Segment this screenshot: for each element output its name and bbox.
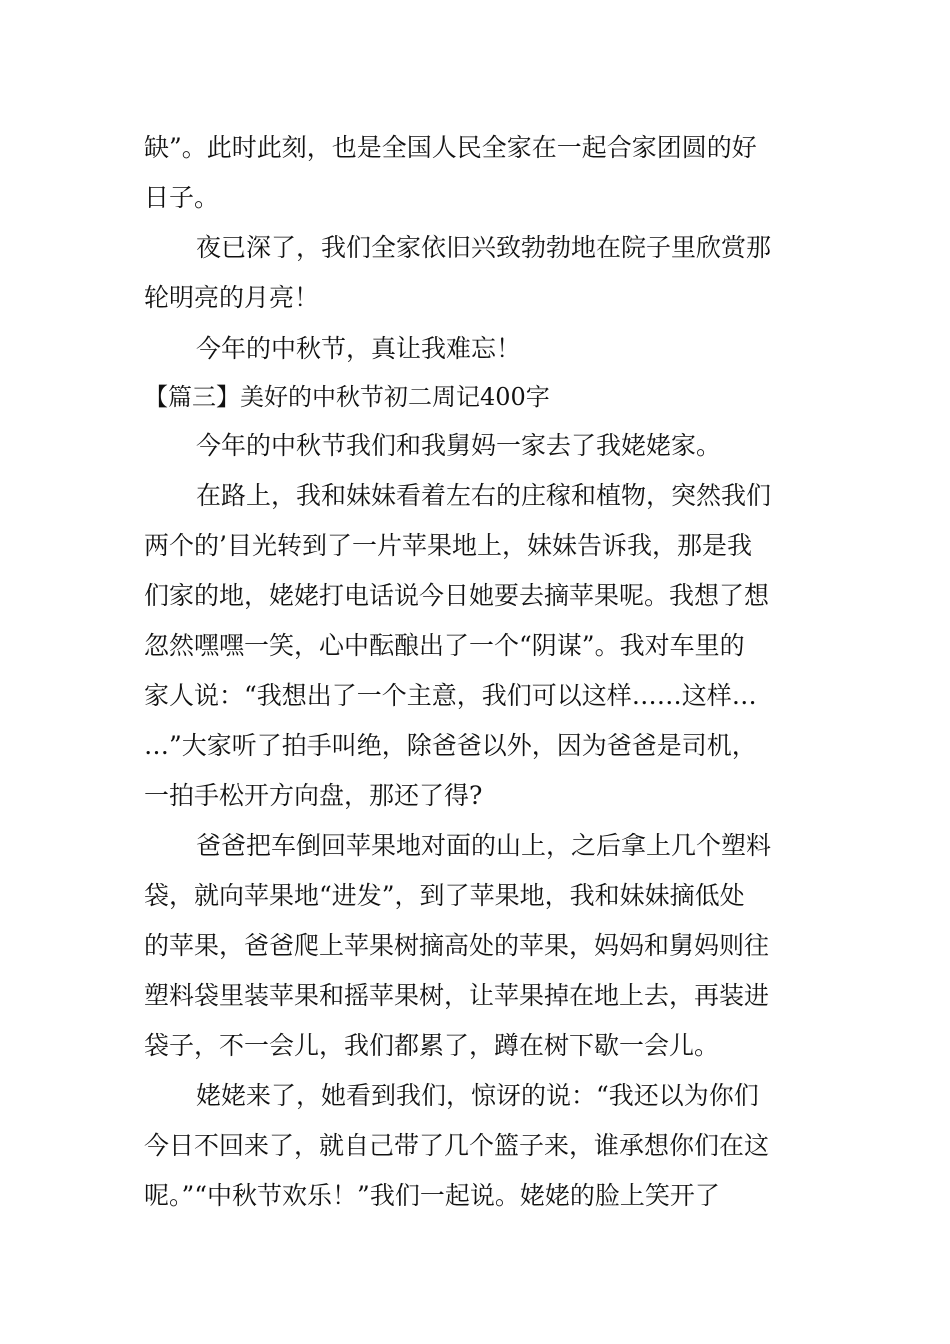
text-line: 袋，就向苹果地“进发”，到了苹果地，我和妹妹摘低处 bbox=[144, 881, 745, 910]
text-line: 今日不回来了，就自己带了几个篮子来，谁承想你们在这 bbox=[144, 1131, 770, 1160]
paragraph-start: 姥姥来了，她看到我们，惊讶的说：“我还以为你们 bbox=[196, 1081, 759, 1110]
text-line: …”大家听了拍手叫绝，除爸爸以外，因为爸爸是司机， bbox=[144, 731, 757, 760]
text-line: 一拍手松开方向盘，那还了得? bbox=[144, 781, 483, 810]
text-line: 的苹果，爸爸爬上苹果树摘高处的苹果，妈妈和舅妈则往 bbox=[144, 931, 770, 960]
text-line: 塑料袋里装苹果和摇苹果树，让苹果掉在地上去，再装进 bbox=[144, 981, 770, 1010]
text-line: 缺”。此时此刻，也是全国人民全家在一起合家团圆的好 bbox=[144, 133, 757, 162]
text-line: 家人说：“我想出了一个主意，我们可以这样……这样… bbox=[144, 681, 757, 710]
section-heading: 【篇三】美好的中秋节初二周记400字 bbox=[144, 383, 550, 411]
text-line: 日子。 bbox=[144, 183, 220, 212]
text-line: 呢。”“中秋节欢乐！”我们一起说。姥姥的脸上笑开了 bbox=[144, 1181, 720, 1210]
text-line: 忽然嘿嘿一笑，心中酝酿出了一个“阴谋”。我对车里的 bbox=[144, 631, 745, 660]
text-line: 袋子，不一会儿，我们都累了，蹲在树下歇一会儿。 bbox=[144, 1031, 720, 1060]
text-line: 两个的’目光转到了一片苹果地上，妹妹告诉我，那是我 bbox=[144, 531, 752, 560]
paragraph-start: 在路上，我和妹妹看着左右的庄稼和植物，突然我们 bbox=[196, 481, 772, 510]
paragraph-start: 今年的中秋节，真让我难忘！ bbox=[196, 334, 522, 363]
text-line: 们家的地，姥姥打电话说今日她要去摘苹果呢。我想了想 bbox=[144, 581, 770, 610]
text-line: 轮明亮的月亮！ bbox=[144, 283, 320, 312]
paragraph-start: 今年的中秋节我们和我舅妈一家去了我姥姥家。 bbox=[196, 431, 722, 460]
paragraph-start: 夜已深了，我们全家依旧兴致勃勃地在院子里欣赏那 bbox=[196, 233, 772, 262]
paragraph-start: 爸爸把车倒回苹果地对面的山上，之后拿上几个塑料 bbox=[196, 831, 772, 860]
